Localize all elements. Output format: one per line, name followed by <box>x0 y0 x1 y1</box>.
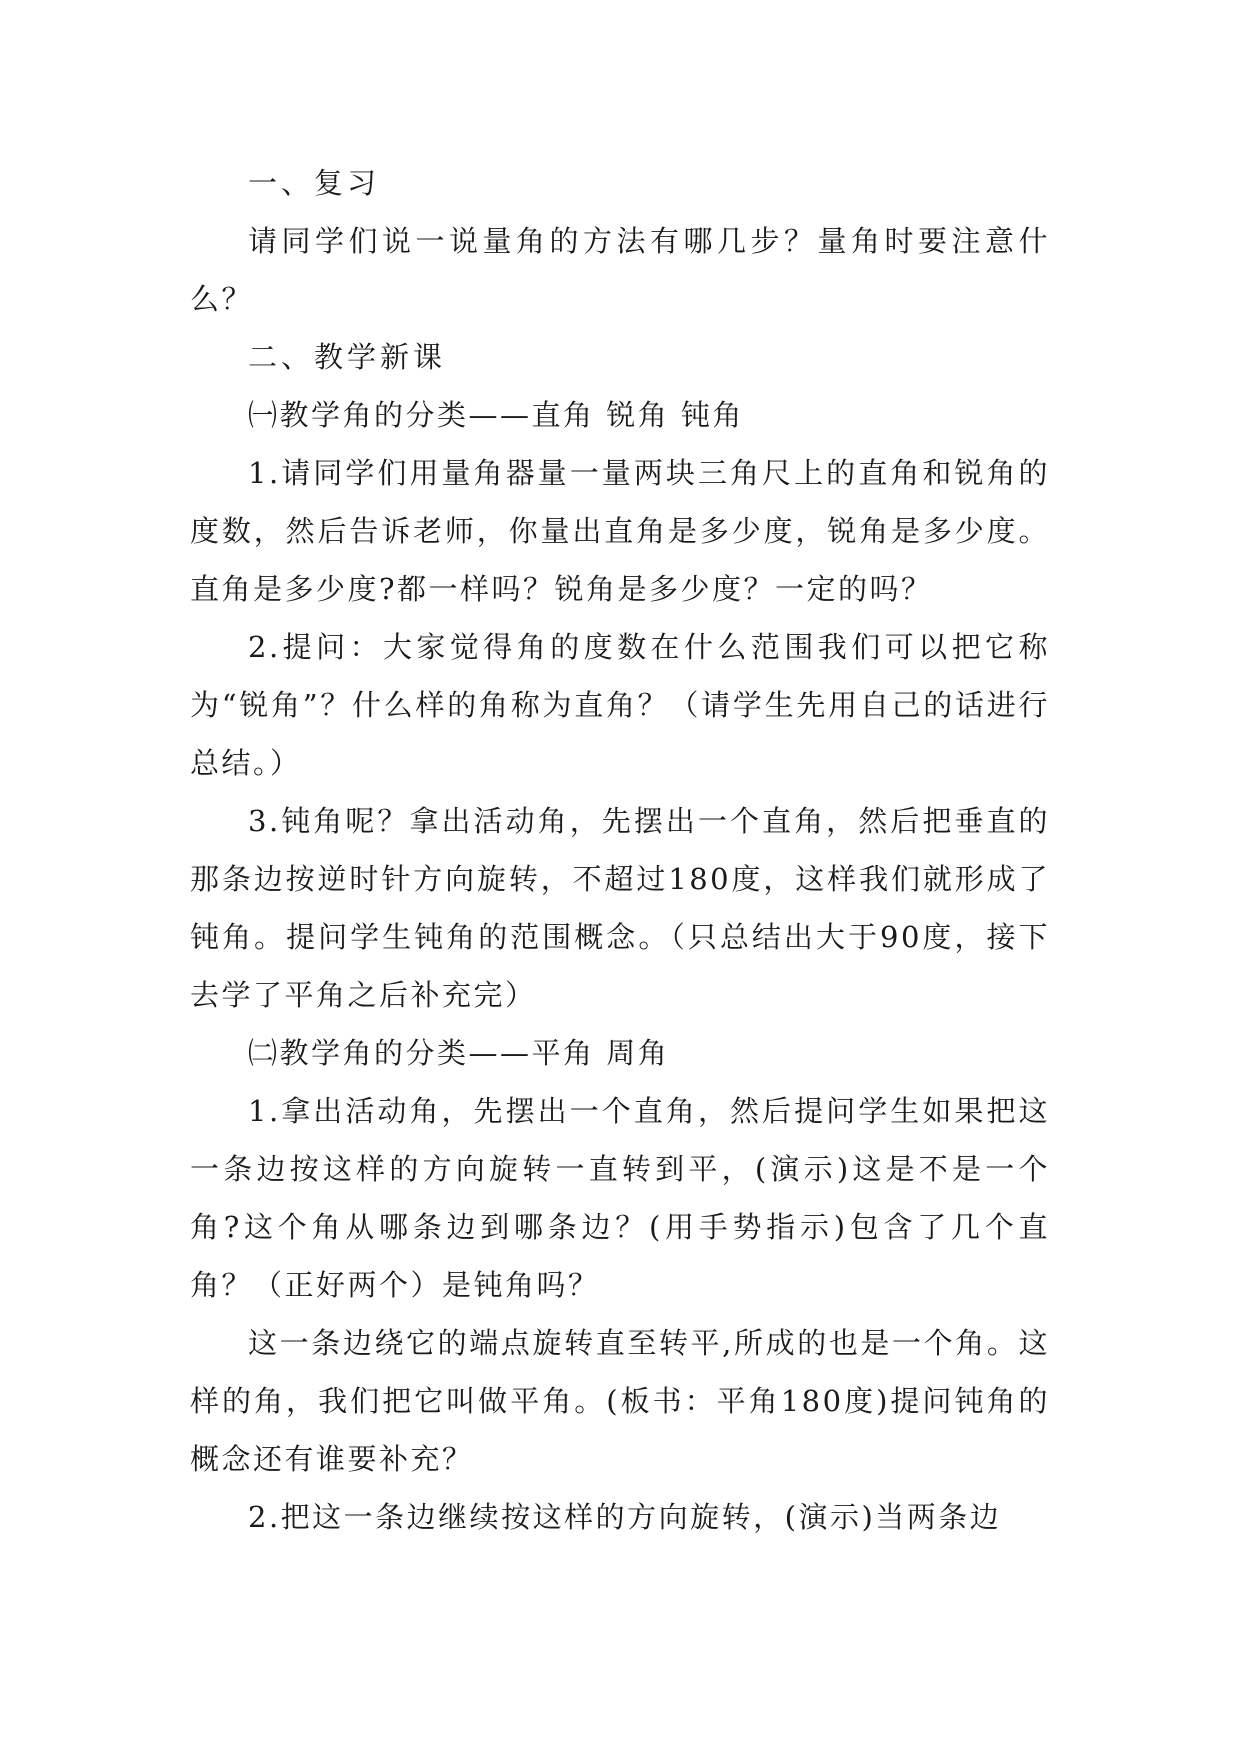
section-heading-review: 一、复习 <box>248 166 381 200</box>
paragraph: 3.钝角呢？拿出活动角，先摆出一个直角，然后把垂直的那条边按逆时针方向旋转，不超过180度，这样我们就形成了钝角。提问学生钝角的范围概念。（只总结出大于90度，接下去学了平角之后补充完） <box>190 804 1050 1012</box>
paragraph: 2.把这一条边继续按这样的方向旋转，(演示)当两条边 <box>248 1500 1002 1534</box>
subsection-heading-1: ㈠教学角的分类——直角 锐角 钝角 <box>248 398 744 432</box>
paragraph: 2.提问：大家觉得角的度数在什么范围我们可以把它称为“锐角”？什么样的角称为直角？（请学生先用自己的话进行总结。） <box>190 630 1050 780</box>
paragraph: 这一条边绕它的端点旋转直至转平,所成的也是一个角。这样的角，我们把它叫做平角。(板书：平角180度)提问钝角的概念还有谁要补充？ <box>190 1326 1050 1476</box>
section-heading-new-lesson: 二、教学新课 <box>248 340 447 374</box>
subsection-heading-2: ㈡教学角的分类——平角 周角 <box>248 1036 670 1070</box>
paragraph: 请同学们说一说量角的方法有哪几步？量角时要注意什么？ <box>190 224 1050 316</box>
paragraph: 1.请同学们用量角器量一量两块三角尺上的直角和锐角的度数，然后告诉老师，你量出直角是多少度，锐角是多少度。直角是多少度?都一样吗？锐角是多少度？一定的吗？ <box>190 456 1050 606</box>
paragraph: 1.拿出活动角，先摆出一个直角，然后提问学生如果把这一条边按这样的方向旋转一直转到平，(演示)这是不是一个角?这个角从哪条边到哪条边？(用手势指示)包含了几个直角？（正好两个）是钝角吗？ <box>190 1094 1050 1302</box>
document-page <box>190 154 1050 1546</box>
